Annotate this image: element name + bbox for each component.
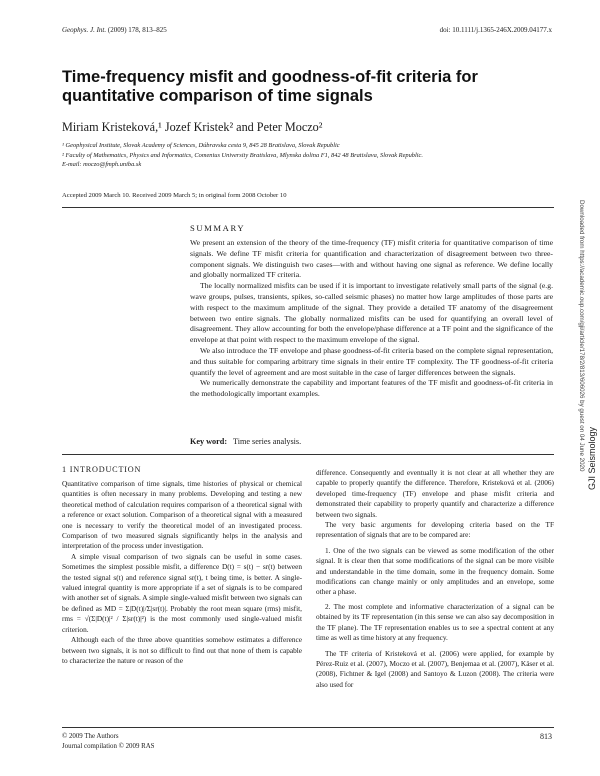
body-paragraph: Although each of the three above quantities somehow estimates a difference between two signals, it is not so difficult to find out that none of them is capable to characterize the nature or reason of the: [62, 635, 302, 665]
author-list: Miriam Kristeková,¹ Jozef Kristek² and Peter Moczo²: [62, 120, 323, 134]
list-item: 1. One of the two signals can be viewed as some modification of the other signal. It is clear then that some modifications of the signal can be more visible and understandable in the time domain, some in the frequency domain. Some modifications can change mainly or only amplitudes and an envelope, some other a phase.: [316, 545, 554, 597]
copyright-footer: [62, 732, 155, 752]
divider: [62, 207, 554, 208]
summary-heading: SUMMARY: [190, 223, 246, 233]
dates-line: Accepted 2009 March 10. Received 2009 March 5; in original form 2008 October 10: [62, 192, 287, 199]
download-notice[interactable]: Downloaded from https://academic.oup.com/gji/article/178/2/813/606026 by guest on 04 June 2020: [578, 200, 585, 472]
doi[interactable]: doi: 10.1111/j.1365-246X.2009.04177.x: [439, 26, 552, 34]
compilation-line: Journal compilation © 2009 RAS: [62, 743, 155, 750]
affiliations: [62, 141, 532, 170]
keyword-label: Key word:: [190, 437, 228, 446]
divider: [62, 454, 554, 455]
affiliation-1: ¹ Geophysical Institute, Slovak Academy of Sciences, Dúbravska cesta 9, 845 28 Bratislava, Slovak Republic: [62, 142, 340, 149]
summary-text: [190, 238, 553, 400]
summary-paragraph: We also introduce the TF envelope and phase goodness-of-fit criteria based on the complete signal representation, and thus suitable for comparing arbitrary time signals in their entire TF complexity. The TF goodness-of-fit criteria quantify the level of agreement and are most suitable in the case of larger differences between the signals.: [190, 345, 553, 377]
volume-pages: (2009) 178, 813–825: [107, 26, 167, 34]
keyword-line: [190, 437, 301, 446]
body-paragraph: The TF criteria of Kristeková et al. (2006) were applied, for example by Pérez-Ruiz et al. (2007), Moczo et al. (2007), Benjemaa et al. (2007), Käser et al. (2008), Fichtner & Igel (2008) and Santoyo & Luzon (2008). The criteria were also used for: [316, 648, 554, 689]
summary-paragraph: The locally normalized misfits can be used if it is important to investigate relatively small parts of the signal (e.g. wave groups, pulses, transients, spikes, so-called seismic phases) no matter how large amplitudes of those parts are with respect to the maximum amplitude of the signal. They provide a detailed TF anatomy of the disagreement between two entire signals. The globally normalized misfits can be used for quantifying an overall level of disagreement. They allow accounting for both the envelope/phase difference at a TF point and the significance of the envelope at that point with respect to the maximum envelope of the signal.: [190, 281, 553, 345]
right-column: [316, 468, 554, 690]
running-header-citation: [62, 26, 167, 34]
affiliation-2: ² Faculty of Mathematics, Physics and Informatics, Comenius University Bratislava, Mlynska dolina F1, 842 48 Bratislava, Slovak Republic.: [62, 151, 423, 159]
body-paragraph: difference. Consequently and eventually it is not clear at all whether they are capable to properly quantify the difference. Therefore, Kristeková et al. (2006) developed time-frequency (TF) envelope and phase misfit criteria and demonstrated their capability to properly quantify and characterize a difference between two signals.: [316, 468, 554, 519]
divider: [62, 727, 554, 728]
section-tag: GJI Seismology: [587, 427, 597, 491]
left-column: [62, 479, 302, 666]
contact-email[interactable]: E-mail: moczo@fmph.uniba.sk: [62, 161, 142, 168]
side-margin: [578, 200, 598, 570]
summary-paragraph: We numerically demonstrate the capability and important features of the TF misfit and goodness-of-fit criteria in the methodologically important examples.: [190, 378, 553, 399]
body-paragraph: Quantitative comparison of time signals, time histories of physical or chemical quantities is often necessary in many problems. Developing and testing a new theoretical method of calculation requires comparison of a theoretical signal with a reference or exact solution. Comparison of a theoretical signal with a measured one is necessary to verify the theoretical model of an investigated process. Comparison of two measured signals significantly helps in the analysis and interpretation of the process under investigation.: [62, 479, 302, 551]
summary-paragraph: We present an extension of the theory of the time-frequency (TF) misfit criteria for quantitative comparison of time signals. We define TF misfit criteria for quantification and characterization of disagreement between two three-component signals. We distinguish two cases—with and without having one signal as reference. We define locally and globally normalized TF criteria.: [190, 238, 553, 280]
keyword-value: Time series analysis.: [232, 437, 302, 446]
list-item: 2. The most complete and informative characterization of a signal can be obtained by its TF representation (in this sense we can also say decomposition in the TF plane). The TF representation enables us to see a spectral content at any time as well as time history at any frequency.: [316, 601, 554, 643]
body-paragraph: A simple visual comparison of two signals can be useful in some cases. Sometimes the simplest possible misfit, a difference D(t) = s(t) − sr(t) between the tested signal s(t) and reference signal sr(t), t being time, is better. A single-valued integral quantity is more appropriate if a set of signals is to be compared with another set of signals. A simple single-valued misfit between two signals can be defined as MD = Σ|D(t)|/Σ|sr(t)|. Probably the root mean square (rms) misfit, rms = √(Σ|D(t)|² / Σ|sr(t)|²) is the most commonly used single-valued misfit criterion.: [62, 551, 302, 634]
body-paragraph: The very basic arguments for developing criteria based on the TF representation of signals that are to be compared are:: [316, 520, 554, 540]
copyright-line: © 2009 The Authors: [62, 733, 119, 740]
journal-name: Geophys. J. Int.: [62, 26, 107, 34]
page-number: 813: [540, 732, 552, 741]
section-heading: 1 INTRODUCTION: [62, 465, 142, 474]
paper-title: Time-frequency misfit and goodness-of-fit criteria for quantitative comparison of time signals: [62, 68, 478, 105]
